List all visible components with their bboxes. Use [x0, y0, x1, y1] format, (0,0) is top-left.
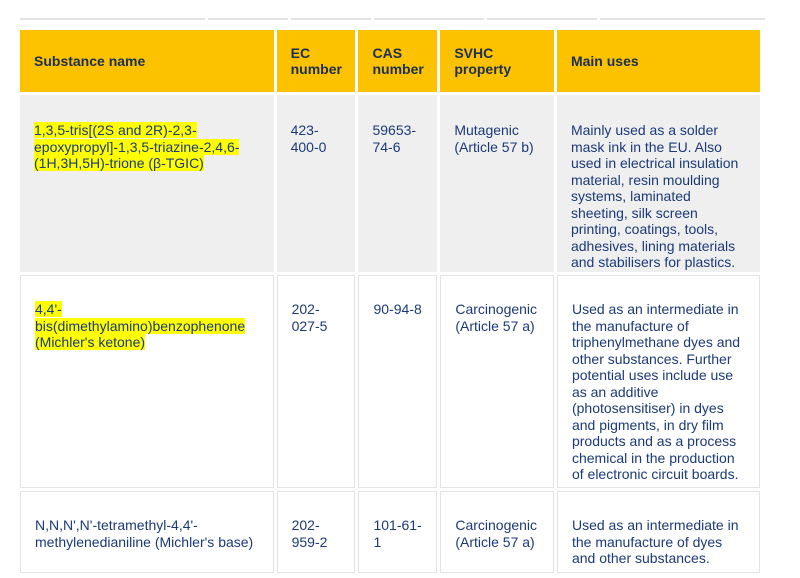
main-uses-cell: Used as an intermediate in the manufacture of dyes and other substances. [557, 491, 760, 573]
header-svhc-property: SVHC property [440, 30, 554, 92]
highlighted-substance-name: 1,3,5-tris[(2S and 2R)-2,3-epoxypropyl]-1,3,5-triazine-2,4,6-(1H,3H,5H)-trione (β-TGIC) [34, 122, 240, 171]
table-row [20, 491, 760, 573]
svhc-property-cell: Carcinogenic (Article 57 a) [440, 491, 554, 573]
cas-number-cell: 59653-74-6 [358, 95, 437, 272]
ec-number-cell: 423-400-0 [277, 95, 356, 272]
cas-number-cell: 90-94-8 [358, 275, 437, 488]
cas-number-cell: 101-61-1 [358, 491, 437, 573]
svhc-substances-table [17, 27, 763, 576]
svhc-property-cell: Mutagenic (Article 57 b) [440, 95, 554, 272]
table-header-row [20, 30, 760, 92]
table-row [20, 275, 760, 488]
substance-cell: N,N,N',N'-tetramethyl-4,4'-methylenedianiline (Michler's base) [20, 491, 274, 573]
substance-cell [20, 95, 274, 272]
svhc-property-cell: Carcinogenic (Article 57 a) [440, 275, 554, 488]
ec-number-cell: 202-027-5 [277, 275, 356, 488]
ec-number-cell: 202-959-2 [277, 491, 356, 573]
main-uses-cell: Used as an intermediate in the manufacture of triphenylmethane dyes and other substances. Further potential uses include use as an additive (photosensitiser) in dyes and pigments, in dry film products and as a process chemical in the production of electronic circuit boards. [557, 275, 760, 488]
header-main-uses: Main uses [557, 30, 760, 92]
header-substance-name: Substance name [20, 30, 274, 92]
main-uses-cell: Mainly used as a solder mask ink in the EU. Also used in electrical insulation material, resin moulding systems, laminated sheeting, silk screen printing, coatings, tools, adhesives, lining materials and stabilisers for plastics. [557, 95, 760, 272]
highlighted-substance-name: 4,4'-bis(dimethylamino)benzophenone (Michler's ketone) [35, 301, 246, 350]
table-row [20, 95, 760, 272]
header-cas-number: CAS number [358, 30, 437, 92]
header-ec-number: EC number [277, 30, 356, 92]
substance-cell [20, 275, 274, 488]
